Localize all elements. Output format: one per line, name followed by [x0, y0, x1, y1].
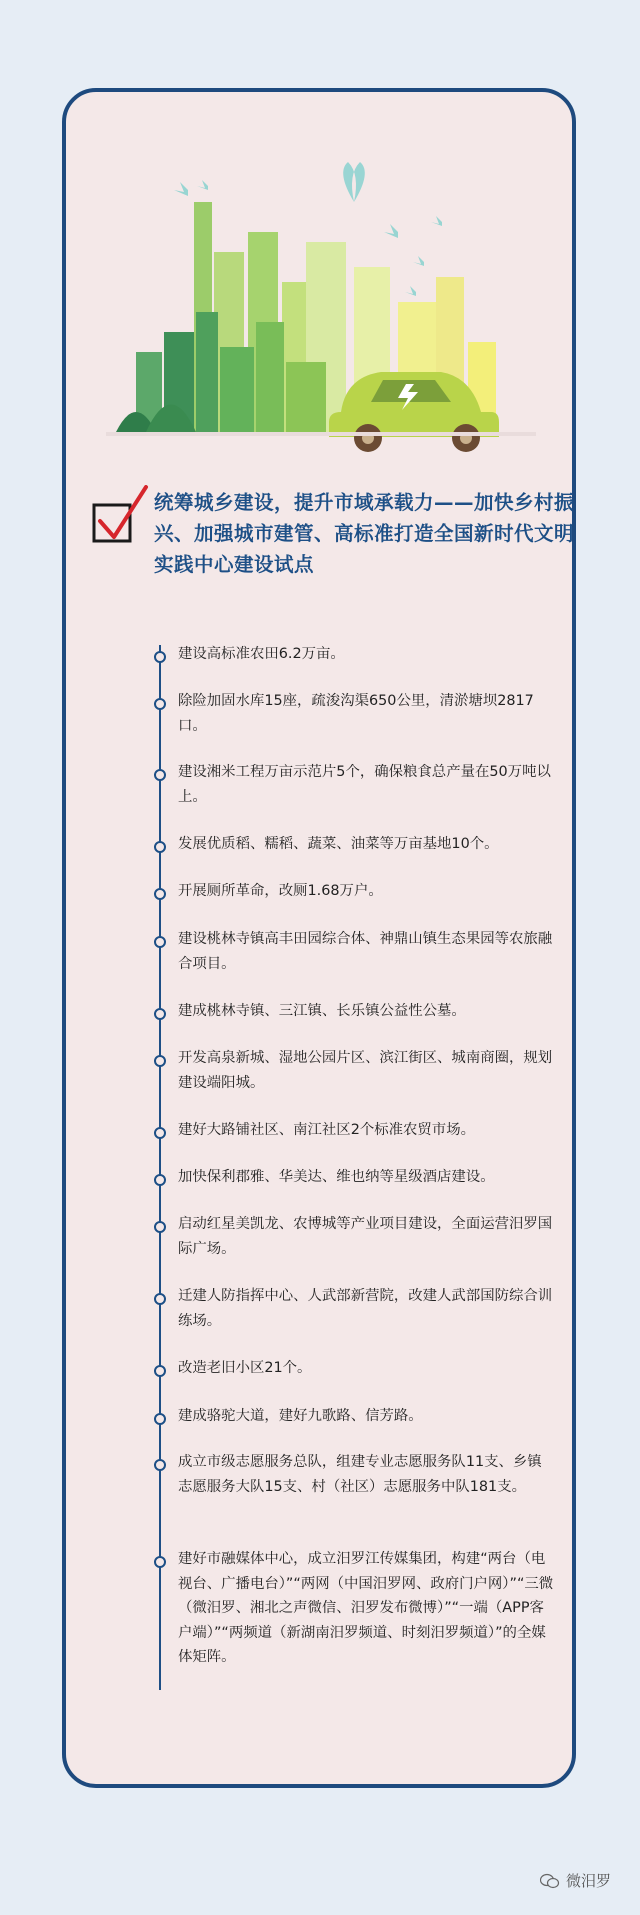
watermark-text: 微汨罗 [566, 1872, 612, 1890]
timeline-dot [154, 1459, 166, 1471]
timeline-dot [154, 698, 166, 710]
timeline-dot [154, 1556, 166, 1568]
checkmark-icon [90, 485, 150, 545]
timeline-item-text: 开发高泉新城、湿地公园片区、滨江街区、城南商圈，规划建设端阳城。 [178, 1050, 553, 1091]
timeline-item-text: 建好市融媒体中心，成立汨罗江传媒集团，构建“两台（电视台、广播电台）”“两网（中国汨罗网、政府门户网）”“三微（微汨罗、湘北之声微信、汨罗发布微博）”“一端（APP客户端）”“两频道（新湖南汨罗频道、时刻汨罗频道）”的全媒体矩阵。 [178, 1551, 554, 1665]
timeline-dot [154, 936, 166, 948]
timeline-item-text: 建设高标准农田6.2万亩。 [178, 646, 345, 662]
city-car-illustration [106, 162, 536, 472]
timeline-item-text: 建成桃林寺镇、三江镇、长乐镇公益性公墓。 [178, 1003, 466, 1019]
timeline-item-text: 成立市级志愿服务总队，组建专业志愿服务队11支、乡镇志愿服务大队15支、村（社区）志愿服务中队181支。 [178, 1454, 542, 1495]
timeline-item-text: 加快保利郡雅、华美达、维也纳等星级酒店建设。 [178, 1169, 495, 1185]
timeline-dot [154, 1221, 166, 1233]
timeline-item-text: 开展厕所革命，改厕1.68万户。 [178, 883, 383, 899]
timeline-dot [154, 651, 166, 663]
timeline-list [150, 640, 570, 1790]
watermark [540, 1870, 611, 1891]
timeline-item-text: 发展优质稻、糯稻、蔬菜、油菜等万亩基地10个。 [178, 836, 499, 852]
timeline-item-text: 改造老旧小区21个。 [178, 1360, 312, 1376]
timeline-dot [154, 841, 166, 853]
wechat-icon [540, 1873, 560, 1889]
timeline-dot [154, 1174, 166, 1186]
timeline-dot [154, 1365, 166, 1377]
timeline-dot [154, 888, 166, 900]
timeline-dot [154, 1127, 166, 1139]
timeline-item-text: 建好大路铺社区、南江社区2个标准农贸市场。 [178, 1122, 475, 1138]
timeline-item-text: 建设湘米工程万亩示范片5个，确保粮食总产量在50万吨以上。 [178, 764, 551, 805]
timeline-dot [154, 1413, 166, 1425]
timeline-line [159, 645, 161, 1690]
timeline-dot [154, 1055, 166, 1067]
timeline-dot [154, 1293, 166, 1305]
timeline-item-text: 除险加固水库15座，疏浚沟渠650公里，清淤塘坝2817口。 [178, 693, 534, 734]
timeline-item-text: 建成骆驼大道，建好九歌路、信芳路。 [178, 1408, 423, 1424]
timeline-item-text: 启动红星美凯龙、农博城等产业项目建设，全面运营汨罗国际广场。 [178, 1216, 553, 1257]
heading-text: 统筹城乡建设，提升市域承载力——加快乡村振兴、加强城市建管、高标准打造全国新时代文明实践中心建设试点 [154, 491, 575, 576]
timeline-item-text: 迁建人防指挥中心、人武部新营院，改建人武部国防综合训练场。 [178, 1288, 553, 1329]
timeline-dot [154, 769, 166, 781]
timeline-dot [154, 1008, 166, 1020]
timeline-item-text: 建设桃林寺镇高丰田园综合体、神鼎山镇生态果园等农旅融合项目。 [178, 931, 553, 972]
